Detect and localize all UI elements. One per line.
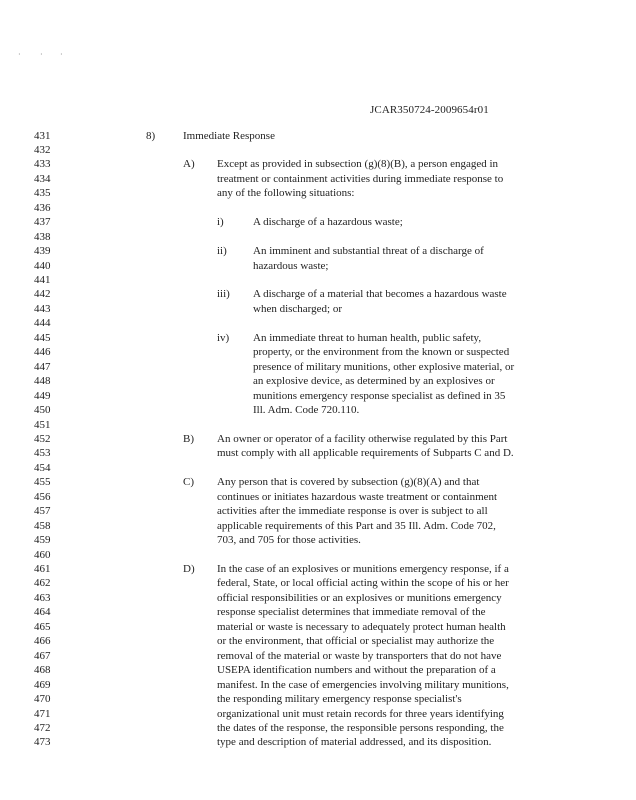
- line-number: 434: [34, 172, 51, 185]
- paragraph-marker: A): [183, 158, 195, 171]
- item-line: property, or the environment from the known or suspected: [253, 346, 510, 359]
- line-number: 469: [34, 678, 51, 691]
- line-number: 435: [34, 187, 51, 200]
- line-number: 461: [34, 563, 51, 575]
- section-title: Immediate Response: [183, 129, 275, 142]
- item-line: A discharge of a material that becomes a hazardous waste: [253, 288, 507, 301]
- paragraph-line: applicable requirements of this Part and 35 Ill. Adm. Code 702,: [217, 519, 496, 532]
- line-number: 465: [34, 620, 51, 633]
- line-number: 431: [34, 129, 51, 142]
- line-number: 438: [34, 230, 51, 243]
- item-line: munitions emergency response specialist as defined in 35: [253, 389, 506, 402]
- line-number: 439: [34, 245, 51, 258]
- item-line: when discharged; or: [253, 302, 342, 315]
- item-line: A discharge of a hazardous waste;: [253, 216, 403, 229]
- scan-speck: ·: [40, 50, 43, 59]
- line-number: 445: [34, 331, 51, 344]
- item-line: hazardous waste;: [253, 259, 329, 272]
- line-number: 459: [34, 534, 51, 547]
- paragraph-line: 703, and 705 for those activities.: [217, 534, 361, 547]
- line-number: 433: [34, 158, 51, 171]
- paragraph-line: activities after the immediate response is over is subject to all: [217, 505, 488, 518]
- paragraph-line: type and description of material addressed, and its disposition.: [217, 736, 492, 749]
- paragraph-marker: B): [183, 432, 194, 445]
- paragraph-line: must comply with all applicable requirements of Subparts C and D.: [217, 447, 514, 460]
- document-id: JCAR350724-2009654r01: [370, 104, 489, 116]
- paragraph-line: USEPA identification numbers and without the preparation of a: [217, 664, 496, 677]
- line-number: 470: [34, 693, 51, 706]
- paragraph-line: the responding military emergency response specialist's: [217, 693, 462, 706]
- paragraph-line: treatment or containment activities during immediate response to: [217, 172, 504, 185]
- line-number: 442: [34, 288, 51, 301]
- line-number: 443: [34, 302, 51, 315]
- paragraph-line: Except as provided in subsection (g)(8)(B), a person engaged in: [217, 158, 499, 171]
- paragraph-line: response specialist determines that immediate removal of the: [217, 606, 486, 619]
- paragraph-line: organizational unit must retain records for three years identifying: [217, 707, 504, 720]
- line-number: 467: [34, 649, 51, 662]
- item-line: An imminent and substantial threat of a discharge of: [253, 245, 484, 258]
- line-number: 449: [34, 389, 51, 402]
- line-number: 462: [34, 577, 51, 590]
- line-number: 437: [34, 216, 51, 229]
- item-line: Ill. Adm. Code 720.110.: [253, 404, 360, 417]
- paragraph-line: the dates of the response, the responsible persons responding, the: [217, 721, 504, 734]
- line-number: 432: [34, 143, 51, 156]
- line-number: 456: [34, 490, 51, 503]
- line-number: 455: [34, 476, 51, 489]
- item-marker: iv): [217, 331, 230, 344]
- paragraph-line: material or waste is necessary to adequately protect human health: [217, 620, 506, 633]
- line-number: 450: [34, 404, 51, 417]
- line-number: 448: [34, 375, 51, 388]
- item-marker: ii): [217, 245, 227, 258]
- section-marker: 8): [146, 129, 156, 142]
- item-line: presence of military munitions, other explosive material, or: [253, 360, 515, 373]
- paragraph-line: Any person that is covered by subsection (g)(8)(A) and that: [217, 476, 480, 489]
- line-number: 468: [34, 664, 51, 677]
- line-number: 458: [34, 519, 51, 532]
- scan-speck: ·: [60, 50, 63, 59]
- paragraph-line: An owner or operator of a facility otherwise regulated by this Part: [217, 432, 508, 445]
- line-number: 444: [34, 317, 51, 330]
- line-number: 471: [34, 707, 51, 720]
- line-number: 446: [34, 346, 51, 359]
- line-number: 466: [34, 635, 51, 648]
- paragraph-marker: C): [183, 476, 194, 489]
- paragraph-line: official responsibilities or an explosives or munitions emergency: [217, 591, 502, 604]
- item-marker: i): [217, 216, 224, 229]
- paragraph-line: or the environment, that official or specialist may authorize the: [217, 635, 495, 648]
- line-number: 436: [34, 201, 51, 214]
- line-number: 460: [34, 548, 51, 561]
- line-number: 447: [34, 360, 51, 373]
- item-line: An immediate threat to human health, public safety,: [253, 331, 482, 344]
- paragraph-line: removal of the material or waste by transporters that do not have: [217, 649, 502, 662]
- line-number: 473: [34, 736, 51, 749]
- line-number: 452: [34, 432, 51, 445]
- line-number: 441: [34, 274, 51, 286]
- line-number: 440: [34, 259, 51, 272]
- paragraph-line: continues or initiates hazardous waste treatment or containment: [217, 490, 498, 503]
- paragraph-line: manifest. In the case of emergencies involving military munitions,: [217, 678, 509, 691]
- paragraph-marker: D): [183, 563, 195, 575]
- paragraph-line: federal, State, or local official acting within the scope of his or her: [217, 577, 509, 590]
- paragraph-line: In the case of an explosives or munitions emergency response, if a: [217, 563, 509, 575]
- item-line: an explosive device, as determined by an explosives or: [253, 375, 495, 388]
- paragraph-line: any of the following situations:: [217, 187, 355, 200]
- line-number: 464: [34, 606, 51, 619]
- item-marker: iii): [217, 288, 230, 301]
- line-number: 472: [34, 721, 51, 734]
- scan-speck: ·: [18, 50, 21, 59]
- line-number: 454: [34, 461, 51, 474]
- line-number: 453: [34, 447, 51, 460]
- line-number: 457: [34, 505, 51, 518]
- line-number: 463: [34, 591, 51, 604]
- line-number: 451: [34, 418, 51, 431]
